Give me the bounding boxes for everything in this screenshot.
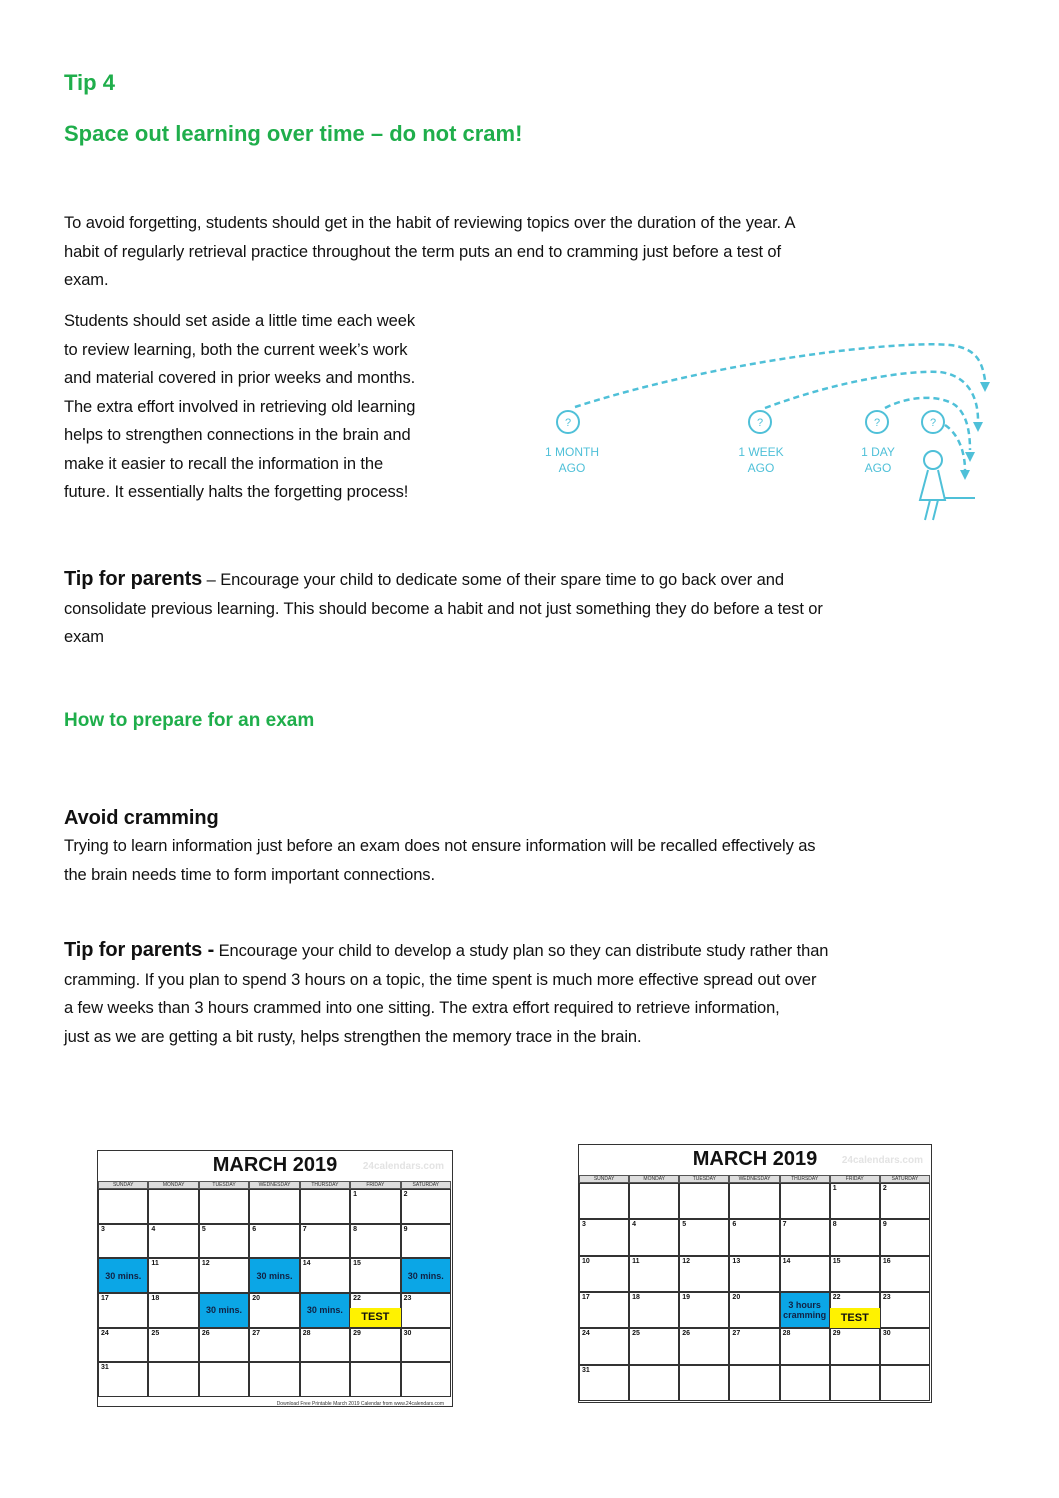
weekday-header: TUESDAY — [199, 1181, 249, 1189]
calendar-title: MARCH 2019 — [692, 1148, 818, 1170]
calendar-day-cell — [780, 1365, 830, 1401]
calendar-day-cell — [629, 1183, 679, 1219]
calendar-day-cell: 20 — [729, 1292, 779, 1328]
calendar-event: TEST — [830, 1308, 880, 1328]
arc-day — [885, 398, 970, 450]
calendar-day-cell: 29 — [830, 1328, 880, 1364]
text-line: just as we are getting a bit rusty, helps strengthen the memory trace in the brain. — [64, 1027, 642, 1046]
label-1-week: 1 WEEK — [738, 445, 784, 459]
calendar-day-cell: 6 — [249, 1224, 299, 1259]
calendar-day-cell: 27 — [729, 1328, 779, 1364]
calendar-day-cell: 27 — [249, 1328, 299, 1363]
parents-label: Tip for parents - — [64, 939, 215, 961]
calendar-day-cell: 20 — [249, 1293, 299, 1328]
calendar-day-cell: 17 — [579, 1292, 629, 1328]
calendar-day-cell — [98, 1258, 148, 1293]
calendar-day-cell: 25 — [629, 1328, 679, 1364]
calendar-day-cell: 28 — [300, 1328, 350, 1363]
tip-label: Tip 4 — [64, 70, 115, 95]
calendar-day-cell — [780, 1292, 830, 1328]
calendar-day-cell: 26 — [199, 1328, 249, 1363]
calendar-day-cell: 5 — [679, 1219, 729, 1255]
calendar-day-cell: 12 — [679, 1256, 729, 1292]
calendar-day-cell: 3 — [579, 1219, 629, 1255]
text-line: helps to strengthen connections in the brain and — [64, 426, 411, 444]
calendar-day-cell — [579, 1183, 629, 1219]
calendar-day-cell: 29 — [350, 1328, 400, 1363]
question-glyph: ? — [564, 417, 572, 429]
calendar-day-cell: 18 — [629, 1292, 679, 1328]
spaced-retrieval-diagram — [520, 320, 1000, 530]
weekday-header: MONDAY — [148, 1181, 198, 1189]
calendar-day-cell — [249, 1362, 299, 1397]
calendar-day-cell: 14 — [300, 1258, 350, 1293]
question-glyph: ? — [756, 417, 764, 429]
calendar-event: 30 mins. — [99, 1259, 147, 1292]
calendar-day-cell — [780, 1183, 830, 1219]
calendar-event: TEST — [350, 1308, 400, 1327]
calendar-day-cell — [199, 1293, 249, 1328]
calendar-cramming — [578, 1144, 932, 1403]
calendar-day-cell: 2 — [880, 1183, 930, 1219]
calendar-day-cell — [148, 1189, 198, 1224]
weekday-header: WEDNESDAY — [249, 1181, 299, 1189]
calendar-day-cell: 9 — [401, 1224, 451, 1259]
calendar-event: 30 mins. — [402, 1259, 450, 1292]
question-glyph: ? — [873, 417, 881, 429]
calendar-day-cell — [98, 1189, 148, 1224]
calendar-day-cell — [350, 1362, 400, 1397]
calendar-day-cell — [401, 1258, 451, 1293]
weekday-header: FRIDAY — [350, 1181, 400, 1189]
text-line: To avoid forgetting, students should get in the habit of reviewing topics over the duration of the year. A — [64, 214, 796, 232]
calendar-day-cell — [729, 1183, 779, 1219]
calendar-day-cell: 6 — [729, 1219, 779, 1255]
calendar-day-cell — [679, 1183, 729, 1219]
calendar-day-cell — [148, 1362, 198, 1397]
calendar-day-cell: 14 — [780, 1256, 830, 1292]
calendar-day-cell: 8 — [830, 1219, 880, 1255]
calendar-day-cell — [249, 1258, 299, 1293]
text-line: Trying to learn information just before an exam does not ensure information will be recalled effectively as — [64, 837, 816, 855]
calendar-day-cell — [880, 1365, 930, 1401]
calendar-day-cell: 24 — [98, 1328, 148, 1363]
calendar-spaced — [97, 1150, 453, 1407]
calendar-day-cell: 19 — [679, 1292, 729, 1328]
weekday-header: SUNDAY — [98, 1181, 148, 1189]
calendar-day-cell: 15 — [830, 1256, 880, 1292]
calendar-day-cell — [300, 1189, 350, 1224]
text-line: Students should set aside a little time each week — [64, 312, 415, 330]
calendar-day-cell: 31 — [98, 1362, 148, 1397]
side-paragraph — [64, 307, 514, 507]
calendar-day-cell: 30 — [401, 1328, 451, 1363]
intro-paragraph — [64, 209, 1004, 295]
text-line: the brain needs time to form important connections. — [64, 865, 435, 884]
calendar-day-cell — [199, 1362, 249, 1397]
text-line: to review learning, both the current week’s work — [64, 340, 408, 359]
text-line: cramming. If you plan to spend 3 hours on a topic, the time spent is much more effective spread out over — [64, 970, 817, 989]
text-line: a few weeks than 3 hours crammed into one sitting. The extra effort required to retrieve information, — [64, 999, 780, 1017]
calendar-day-cell — [300, 1362, 350, 1397]
calendar-day-cell: 25 — [148, 1328, 198, 1363]
calendar-event: 30 mins. — [301, 1294, 349, 1327]
label-1-week-ago: AGO — [747, 461, 775, 475]
exam-heading: How to prepare for an exam — [64, 710, 315, 731]
avoid-cramming-section — [64, 804, 1004, 889]
calendar-day-cell: 1 — [350, 1189, 400, 1224]
calendar-day-cell: 28 — [780, 1328, 830, 1364]
calendar-day-cell: 3 — [98, 1224, 148, 1259]
text-line: The extra effort involved in retrieving old learning — [64, 397, 416, 416]
calendar-day-cell — [629, 1365, 679, 1401]
calendar-day-cell: 13 — [729, 1256, 779, 1292]
calendar-title: MARCH 2019 — [212, 1154, 338, 1176]
calendar-day-cell: 26 — [679, 1328, 729, 1364]
calendar-day-cell — [249, 1189, 299, 1224]
calendar-event: 30 mins. — [250, 1259, 298, 1292]
text-line: – Encourage your child to dedicate some of their spare time to go back over and — [202, 571, 784, 589]
calendar-day-cell: 12 — [199, 1258, 249, 1293]
calendar-watermark: 24calendars.com — [841, 1155, 923, 1166]
calendar-day-cell: 16 — [880, 1256, 930, 1292]
calendar-day-cell: 10 — [579, 1256, 629, 1292]
calendar-day-cell — [300, 1293, 350, 1328]
tip-parents-2 — [64, 936, 1004, 1051]
tip-title: Space out learning over time – do not cram! — [64, 121, 523, 146]
calendar-day-cell: 30 — [880, 1328, 930, 1364]
calendar-day-cell: 17 — [98, 1293, 148, 1328]
calendar-day-cell: 23 — [401, 1293, 451, 1328]
text-line: exam — [64, 628, 104, 646]
calendar-day-cell — [679, 1365, 729, 1401]
weekday-header: THURSDAY — [300, 1181, 350, 1189]
text-line: future. It essentially halts the forgetting process! — [64, 483, 409, 501]
calendar-day-cell: 22 TEST — [830, 1292, 880, 1328]
label-1-day: 1 DAY — [861, 445, 895, 459]
label-1-day-ago: AGO — [864, 461, 892, 475]
weekday-header: WEDNESDAY — [729, 1175, 779, 1183]
calendar-event: 30 mins. — [200, 1294, 248, 1327]
calendar-day-cell: 2 — [401, 1189, 451, 1224]
calendar-day-cell: 23 — [880, 1292, 930, 1328]
calendar-day-cell: 9 — [880, 1219, 930, 1255]
calendar-day-cell — [401, 1362, 451, 1397]
calendar-day-cell: 5 — [199, 1224, 249, 1259]
avoid-heading: Avoid cramming — [64, 807, 219, 829]
calendar-day-cell: 7 — [780, 1219, 830, 1255]
calendar-day-cell: 1 — [830, 1183, 880, 1219]
calendar-day-cell: 24 — [579, 1328, 629, 1364]
weekday-header: TUESDAY — [679, 1175, 729, 1183]
student-icon — [924, 451, 942, 469]
calendar-day-cell: 31 — [579, 1365, 629, 1401]
arc-now — [945, 425, 965, 470]
calendar-day-cell — [830, 1365, 880, 1401]
weekday-header: SATURDAY — [401, 1181, 451, 1189]
calendar-day-cell: 11 — [629, 1256, 679, 1292]
calendar-day-cell: 15 — [350, 1258, 400, 1293]
weekday-header: SUNDAY — [579, 1175, 629, 1183]
text-line: habit of regularly retrieval practice throughout the term puts an end to cramming just before a test of — [64, 242, 781, 261]
label-1-month: 1 MONTH — [545, 445, 599, 459]
weekday-header: FRIDAY — [830, 1175, 880, 1183]
tip-parents-1 — [64, 565, 1004, 652]
question-glyph: ? — [929, 417, 937, 429]
calendar-day-cell — [199, 1189, 249, 1224]
calendar-day-cell: 11 — [148, 1258, 198, 1293]
text-line: exam. — [64, 271, 109, 289]
calendar-day-cell: 4 — [148, 1224, 198, 1259]
calendar-watermark: 24calendars.com — [362, 1161, 444, 1172]
text-line: and material covered in prior weeks and months. — [64, 369, 416, 387]
calendar-day-cell: 4 — [629, 1219, 679, 1255]
label-1-month-ago: AGO — [558, 461, 586, 475]
calendar-day-cell — [729, 1365, 779, 1401]
weekday-header: THURSDAY — [780, 1175, 830, 1183]
calendar-event: 3 hours cramming — [781, 1293, 829, 1327]
weekday-header: MONDAY — [629, 1175, 679, 1183]
weekday-header: SATURDAY — [880, 1175, 930, 1183]
text-line: consolidate previous learning. This should become a habit and not just something they do before a test or — [64, 599, 823, 618]
parents-label: Tip for parents — [64, 568, 203, 590]
calendar-day-cell: 22 TEST — [350, 1293, 400, 1328]
calendar-day-cell: 18 — [148, 1293, 198, 1328]
text-line: make it easier to recall the information in the — [64, 454, 384, 473]
calendar-footer: Download Free Printable March 2019 Calendar from www.24calendars.com — [276, 1401, 444, 1407]
calendar-day-cell: 7 — [300, 1224, 350, 1259]
calendar-day-cell: 8 — [350, 1224, 400, 1259]
text-line: Encourage your child to develop a study plan so they can distribute study rather than — [214, 942, 829, 960]
